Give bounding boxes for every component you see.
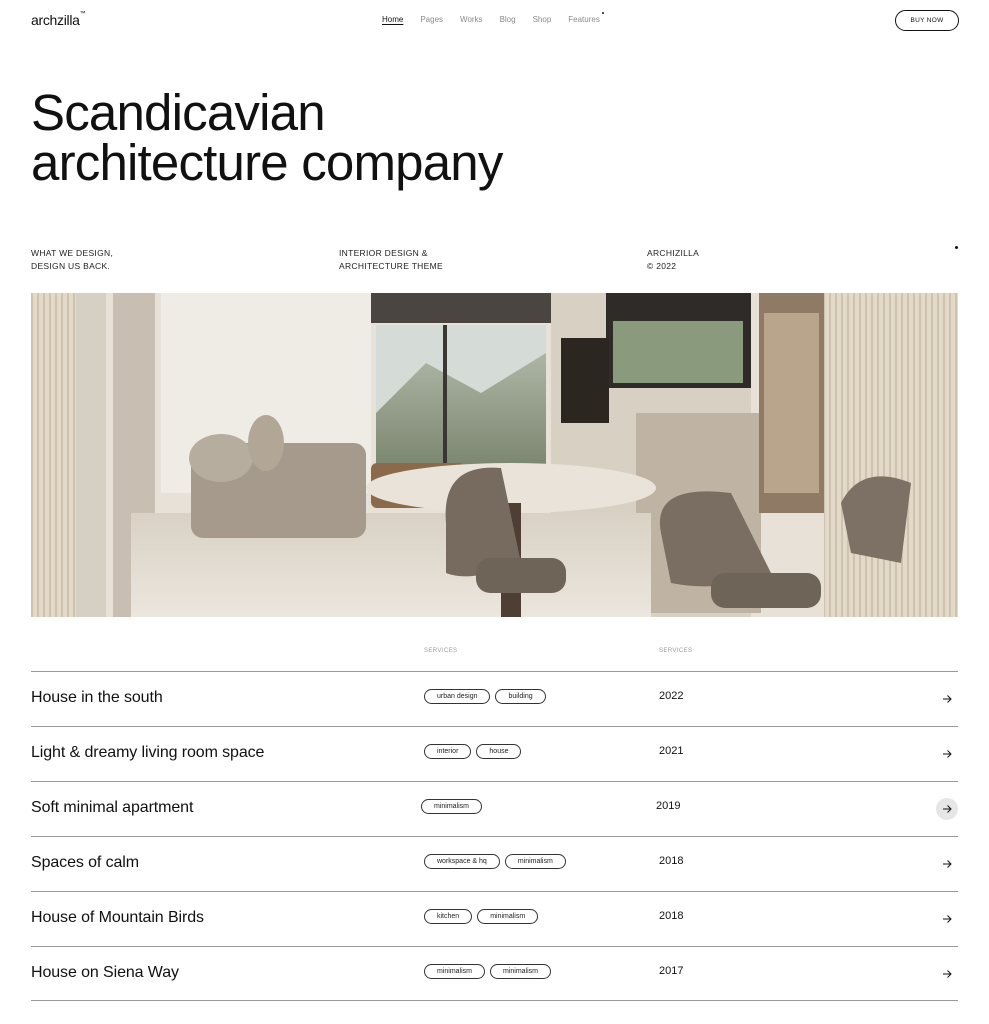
project-row[interactable] xyxy=(31,781,958,836)
project-year: 2019 xyxy=(656,800,681,812)
info-tagline-line-2: DESIGN US BACK. xyxy=(31,260,111,271)
site-header xyxy=(0,0,989,40)
new-indicator-dot xyxy=(602,12,604,14)
decorative-dot xyxy=(955,246,958,249)
arrow-right-icon[interactable] xyxy=(936,963,958,985)
project-tags xyxy=(424,909,538,924)
column-header-services: SERVICES xyxy=(424,648,458,654)
project-row[interactable] xyxy=(31,946,958,1001)
info-theme-line-2: ARCHITECTURE THEME xyxy=(339,260,443,271)
project-tags xyxy=(424,964,551,979)
project-title[interactable]: Soft minimal apartment xyxy=(31,799,194,816)
logo-trademark: ™ xyxy=(79,11,86,17)
tag[interactable]: workspace & hq xyxy=(424,854,500,869)
hero-title-line-1: Scandicavian xyxy=(31,84,325,141)
arrow-right-icon[interactable] xyxy=(936,743,958,765)
project-title[interactable]: Light & dreamy living room space xyxy=(31,744,265,761)
project-title[interactable]: House of Mountain Birds xyxy=(31,909,204,926)
project-year: 2022 xyxy=(659,690,684,702)
info-theme xyxy=(339,247,443,272)
buy-now-button[interactable]: BUY NOW xyxy=(895,10,959,31)
hero-title xyxy=(31,84,591,191)
interior-photo xyxy=(31,293,958,617)
hero-title-line-2: architecture company xyxy=(31,134,503,191)
tag[interactable]: minimalism xyxy=(477,909,538,924)
tag[interactable]: minimalism xyxy=(424,964,485,979)
project-tags xyxy=(421,799,482,814)
info-brand-line-1: ARCHIZILLA xyxy=(647,248,700,258)
main-nav xyxy=(382,15,617,24)
tag[interactable]: building xyxy=(495,689,545,704)
tag[interactable]: minimalism xyxy=(421,799,482,814)
project-tags xyxy=(424,854,566,869)
arrow-right-icon[interactable] xyxy=(936,688,958,710)
tag[interactable]: minimalism xyxy=(490,964,551,979)
nav-blog[interactable]: Blog xyxy=(499,15,516,24)
project-year: 2017 xyxy=(659,965,684,977)
nav-shop[interactable]: Shop xyxy=(532,15,552,24)
info-brand xyxy=(647,247,699,272)
tag[interactable]: house xyxy=(476,744,521,759)
nav-features-label: Features xyxy=(568,15,600,24)
tag[interactable]: urban design xyxy=(424,689,490,704)
project-year: 2018 xyxy=(659,855,684,867)
project-title[interactable]: Spaces of calm xyxy=(31,854,139,871)
info-tagline-line-1: WHAT WE DESIGN, xyxy=(31,248,114,258)
project-row[interactable] xyxy=(31,891,958,946)
projects-list xyxy=(31,671,958,1001)
arrow-right-icon[interactable] xyxy=(936,908,958,930)
project-row[interactable] xyxy=(31,836,958,891)
project-tags xyxy=(424,744,521,759)
logo-text: archzilla xyxy=(31,12,80,28)
arrow-right-icon[interactable] xyxy=(936,853,958,875)
project-year: 2021 xyxy=(659,745,684,757)
tag[interactable]: minimalism xyxy=(505,854,566,869)
nav-home[interactable]: Home xyxy=(382,15,404,24)
nav-features[interactable] xyxy=(568,15,600,24)
project-tags xyxy=(424,689,546,704)
project-row[interactable] xyxy=(31,671,958,726)
arrow-right-icon[interactable] xyxy=(936,798,958,820)
logo[interactable] xyxy=(31,12,85,28)
info-brand-line-2: © 2022 xyxy=(647,260,677,271)
nav-pages[interactable]: Pages xyxy=(420,15,444,24)
project-row[interactable] xyxy=(31,726,958,781)
info-tagline xyxy=(31,247,113,272)
column-header-services-2: SERVICES xyxy=(659,648,693,654)
tag[interactable]: interior xyxy=(424,744,471,759)
project-title[interactable]: House on Siena Way xyxy=(31,964,179,981)
project-year: 2018 xyxy=(659,910,684,922)
project-title[interactable]: House in the south xyxy=(31,689,163,706)
tag[interactable]: kitchen xyxy=(424,909,472,924)
nav-works[interactable]: Works xyxy=(460,15,483,24)
interior-photo-illustration xyxy=(31,293,958,617)
info-theme-line-1: INTERIOR DESIGN & xyxy=(339,248,428,258)
